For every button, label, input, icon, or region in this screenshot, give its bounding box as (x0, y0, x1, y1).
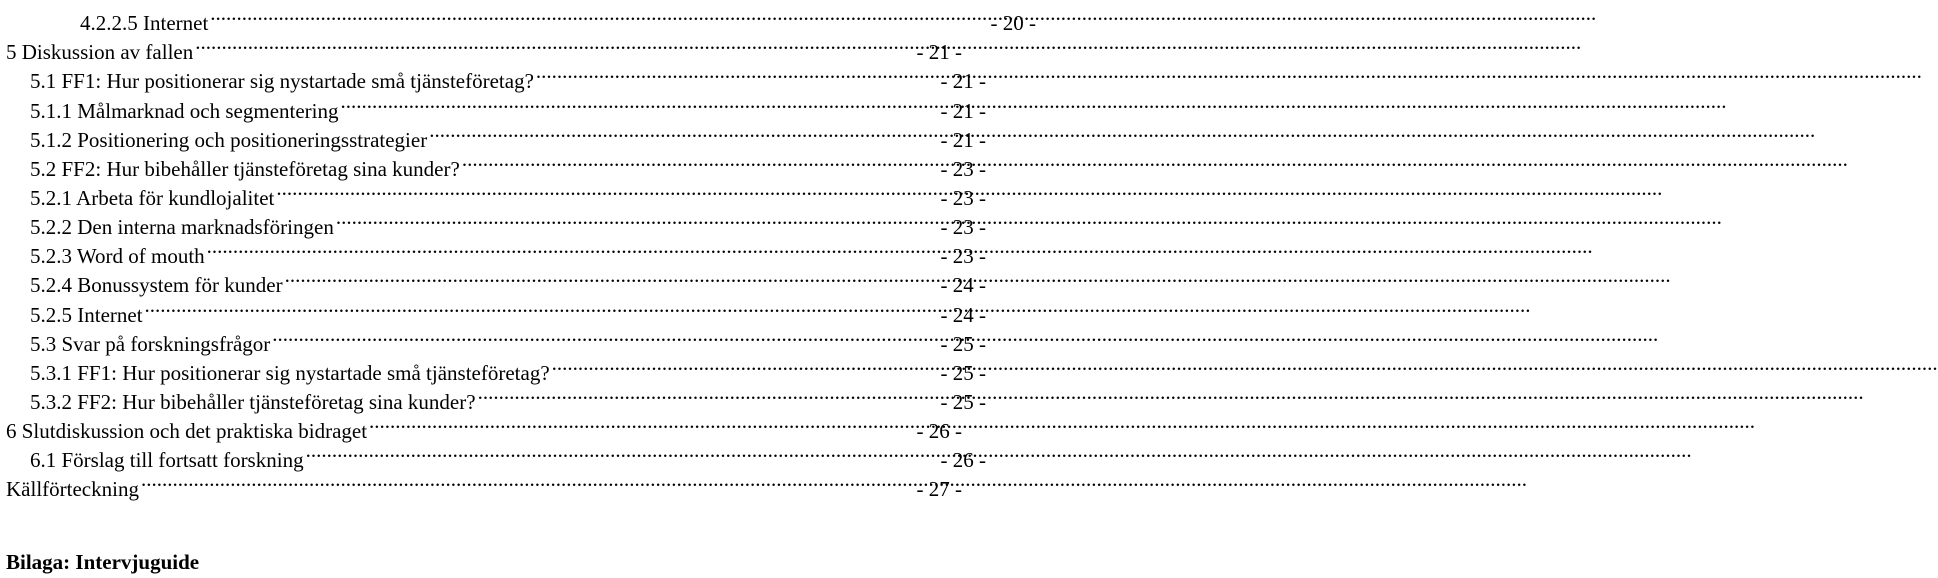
toc-entry[interactable] (0, 437, 986, 472)
dot-leader (276, 175, 938, 205)
dot-leader (207, 233, 939, 263)
toc-entry-page: - 25 - (940, 361, 986, 385)
toc-entry-page: - 26 - (940, 448, 986, 472)
dot-leader (552, 350, 939, 380)
toc-entry[interactable] (0, 175, 986, 210)
toc-entry-title: 5.1 FF1: Hur positionerar sig nystartade små tjänsteföretag? (30, 69, 534, 93)
toc-entry-title: 5.3 Svar på forskningsfrågor (30, 332, 271, 356)
toc-entry-page: - 23 - (940, 157, 986, 181)
toc-entry-page: - 21 - (940, 69, 986, 93)
toc-entry-title: 5.2 FF2: Hur bibehåller tjänsteföretag sina kunder? (30, 157, 460, 181)
toc-entry[interactable] (0, 408, 962, 443)
toc-entry-page: - 21 - (940, 99, 986, 123)
dot-leader (306, 437, 939, 467)
toc-entry-title: 5 Diskussion av fallen (6, 40, 194, 64)
toc-entry-page: - 24 - (940, 303, 986, 327)
toc-entry[interactable] (0, 117, 986, 152)
toc-entry-page: - 26 - (916, 419, 962, 443)
dot-leader (429, 117, 938, 147)
toc-entry[interactable] (0, 88, 986, 123)
toc-entry-title: Källförteckning (6, 477, 139, 501)
dot-leader (336, 204, 939, 234)
toc-entry-title: 5.1.1 Målmarknad och segmentering (30, 99, 339, 123)
toc-entry[interactable] (0, 0, 1036, 35)
toc-entry[interactable] (0, 262, 986, 297)
toc-entry-page: - 24 - (940, 273, 986, 297)
toc-entry-title: 4.2.2.5 Internet (80, 11, 209, 35)
toc-entry-page: - 25 - (940, 390, 986, 414)
toc-entry[interactable] (0, 204, 986, 239)
toc-entry-page: - 25 - (940, 332, 986, 356)
dot-leader (145, 292, 939, 322)
dot-leader (536, 58, 939, 88)
dot-leader (285, 262, 939, 292)
toc-entry-title: 5.1.2 Positionering och positioneringsstrategier (30, 128, 428, 152)
toc-entry-page: - 21 - (916, 40, 962, 64)
dot-leader (341, 88, 939, 118)
toc-entry[interactable] (0, 379, 986, 414)
toc-entry[interactable] (0, 292, 986, 327)
toc-entry-title: 5.2.2 Den interna marknadsföringen (30, 215, 334, 239)
toc-entry-page: - 21 - (940, 128, 986, 152)
toc-entry-title: 6.1 Förslag till fortsatt forskning (30, 448, 304, 472)
toc-entry-page: - 20 - (990, 11, 1036, 35)
toc-entry-title: 6 Slutdiskussion och det praktiska bidraget (6, 419, 368, 443)
toc-entry[interactable] (0, 58, 986, 93)
dot-leader (141, 466, 915, 496)
toc-entry-page: - 23 - (940, 215, 986, 239)
toc-entry-page: - 27 - (916, 477, 962, 501)
toc-entry[interactable] (0, 146, 986, 181)
toc-entry[interactable] (0, 466, 962, 501)
toc-entry[interactable] (0, 321, 986, 356)
toc-entry[interactable] (0, 29, 962, 64)
appendix-heading: Bilaga: Intervjuguide (6, 550, 200, 574)
toc-entry-title: 5.2.1 Arbeta för kundlojalitet (30, 186, 275, 210)
toc-entry-page: - 23 - (940, 244, 986, 268)
toc-entry-title: 5.2.3 Word of mouth (30, 244, 205, 268)
toc-entry[interactable] (0, 350, 986, 385)
dot-leader (478, 379, 939, 409)
toc-entry-page: - 23 - (940, 186, 986, 210)
dot-leader (210, 0, 988, 30)
toc-entry-title: 5.3.2 FF2: Hur bibehåller tjänsteföretag sina kunder? (30, 390, 476, 414)
toc-entry[interactable] (0, 233, 986, 268)
dot-leader (272, 321, 938, 351)
dot-leader (369, 408, 914, 438)
dot-leader (195, 29, 914, 59)
toc-entry-title: 5.2.5 Internet (30, 303, 143, 327)
toc-entry-title: 5.2.4 Bonussystem för kunder (30, 273, 283, 297)
dot-leader (462, 146, 939, 176)
toc-entry-title: 5.3.1 FF1: Hur positionerar sig nystartade små tjänsteföretag? (30, 361, 550, 385)
